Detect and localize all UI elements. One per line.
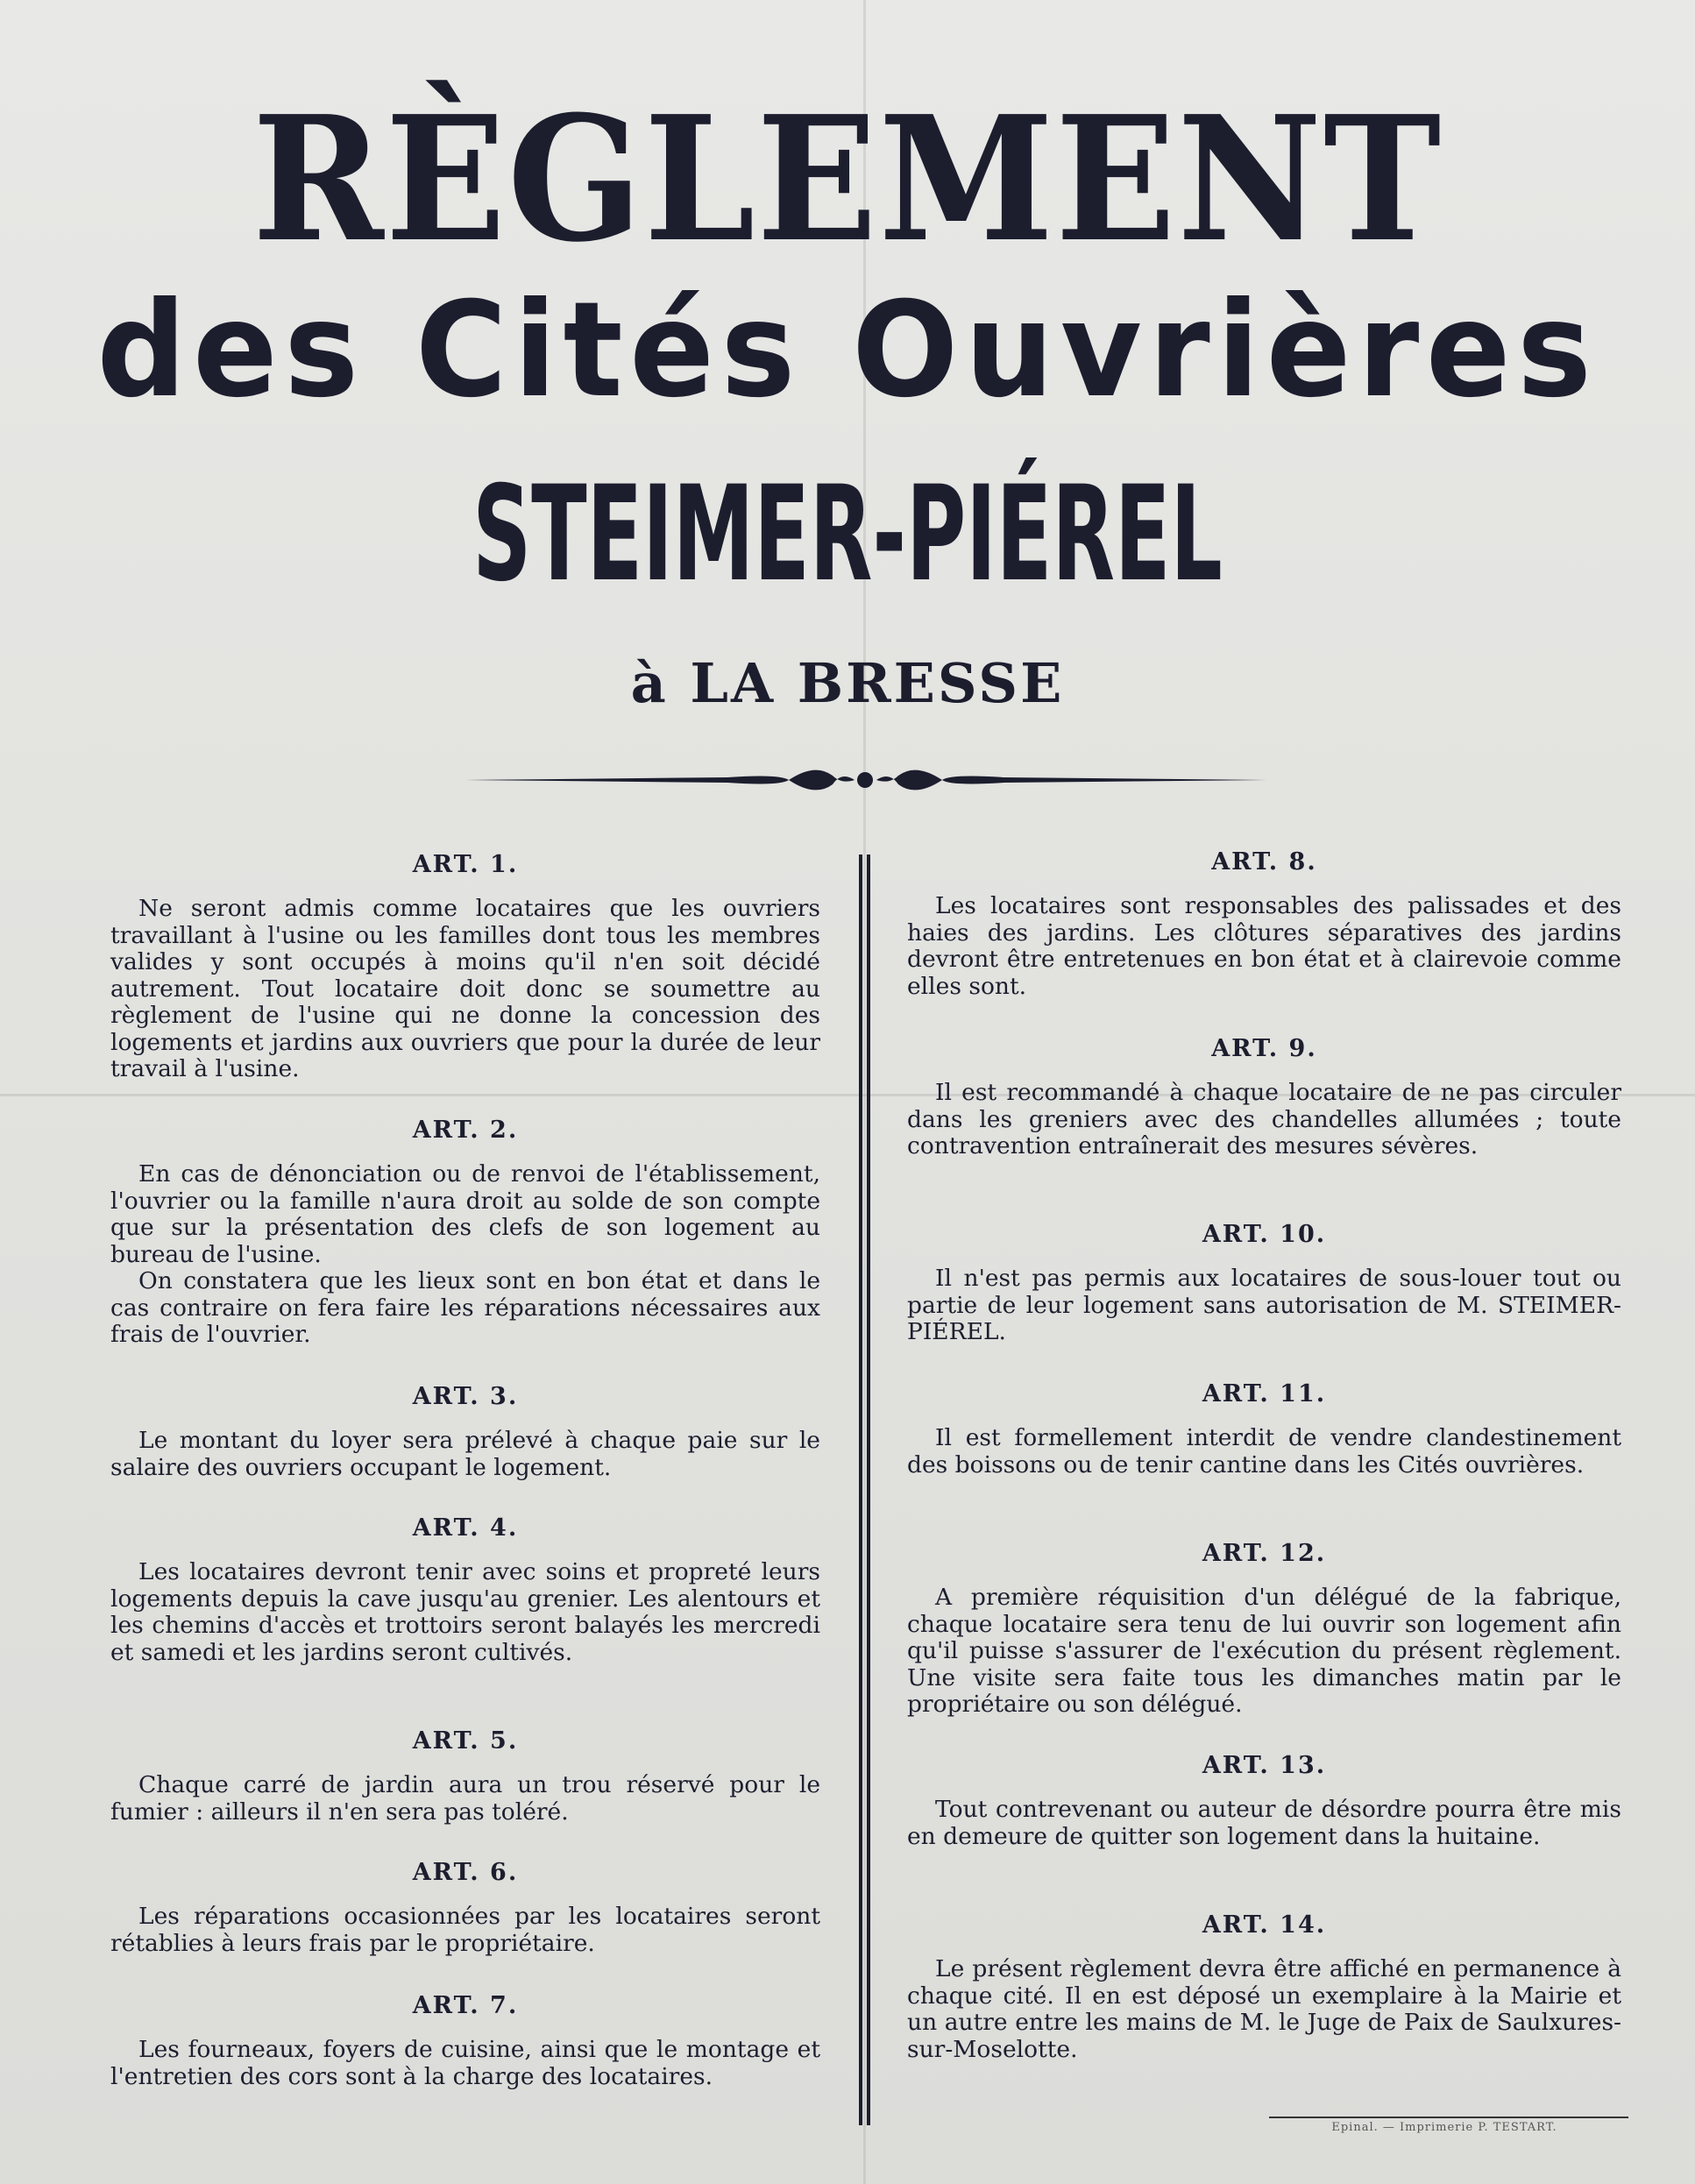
article-title: ART. 3. [412, 1383, 519, 1410]
article-text: Ne seront admis comme locataires que les ouvriers travaillant à l'usine ou les familles dont tous les membres valides y sont occupés à moins qu'il n'en soit décidé autrement. Tout locataire doit donc se soumettre au règlement de l'usine qui ne donne la concession des logements et jardins aux ouvriers que pour la durée de leur travail à l'usine. [110, 895, 820, 1082]
article-text: Il est recommandé à chaque locataire de ne pas circuler dans les greniers avec des chandelles allumées ; toute contravention entraînerait des mesures sévères. [907, 1079, 1621, 1159]
article-text: Les locataires devront tenir avec soins et propreté leurs logements depuis la cave jusqu'au grenier. Les alentours et les chemins d'accès et trottoirs seront balayés les mercredi et samedi et les jardins seront cultivés. [110, 1558, 820, 1666]
article-title: ART. 9. [1211, 1035, 1317, 1062]
article-title: ART. 14. [1202, 1911, 1327, 1939]
article-text: En cas de dénonciation ou de renvoi de l'établissement, l'ouvrier ou la famille n'aura droit au solde de son compte que sur la présentation des clefs de son logement au bureau de l'usine. [110, 1160, 820, 1268]
article-5 [110, 1727, 820, 1826]
article-11 [907, 1379, 1621, 1478]
article-title: ART. 4. [412, 1514, 519, 1542]
article-title: ART. 6. [412, 1859, 519, 1886]
article-10 [907, 1220, 1621, 1346]
article-text: Les réparations occasionnées par les locataires seront rétablies à leurs frais par le propriétaire. [110, 1903, 820, 1957]
article-text: A première réquisition d'un délégué de la fabrique, chaque locataire sera tenu de lui ouvrir son logement afin qu'il puisse s'assurer de l'exécution du présent règlement. Une visite sera faite tous les dimanches matin par le propriétaire ou son délégué. [907, 1584, 1621, 1718]
article-2 [110, 1116, 820, 1349]
article-text: Tout contrevenant ou auteur de désordre pourra être mis en demeure de quitter son logement dans la huitaine. [907, 1796, 1621, 1850]
printer-imprint: Epinal. — Imprimerie P. TESTART. [1331, 2121, 1557, 2134]
article-1 [110, 850, 820, 1083]
article-text: Il est formellement interdit de vendre clandestinement des boissons ou de tenir cantine dans les Cités ouvrières. [907, 1424, 1621, 1478]
article-text: Chaque carré de jardin aura un trou réservé pour le fumier : ailleurs il n'en sera pas toléré. [110, 1771, 820, 1826]
article-title: ART. 8. [1211, 848, 1317, 876]
article-title: ART. 12. [1202, 1540, 1327, 1567]
article-title: ART. 5. [412, 1727, 519, 1755]
title-reglement: RÈGLEMENT [252, 79, 1443, 280]
article-8 [907, 847, 1621, 1000]
article-text: On constatera que les lieux sont en bon état et dans le cas contraire on fera faire les réparations nécessaires aux frais de l'ouvrier. [110, 1267, 820, 1348]
article-6 [110, 1858, 820, 1957]
article-title: ART. 1. [412, 851, 519, 878]
imprint-rule [1269, 2117, 1628, 2118]
article-7 [110, 1991, 820, 2090]
title-steimer-pierel: STEIMER-PIÉREL [472, 458, 1223, 611]
article-9 [907, 1034, 1621, 1160]
title-la-bresse: à LA BRESSE [630, 651, 1065, 715]
column-divider [859, 854, 871, 2125]
ornament-divider-icon [465, 758, 1266, 802]
article-title: ART. 13. [1202, 1752, 1327, 1779]
article-title: ART. 7. [412, 1992, 519, 2019]
article-text: Le montant du loyer sera prélevé à chaque paie sur le salaire des ouvriers occupant le logement. [110, 1427, 820, 1481]
article-title: ART. 10. [1202, 1221, 1327, 1248]
title-cites-ouvrieres: des Cités Ouvrières [96, 274, 1599, 427]
article-text: Il n'est pas permis aux locataires de sous-louer tout ou partie de leur logement sans autorisation de M. STEIMER-PIÉREL. [907, 1265, 1621, 1345]
article-title: ART. 2. [412, 1117, 519, 1144]
article-13 [907, 1751, 1621, 1850]
article-text: Le présent règlement devra être affiché en permanence à chaque cité. Il en est déposé un exemplaire à la Mairie et un autre entre les mains de M. le Juge de Paix de Saulxures-sur-Moselotte. [907, 1955, 1621, 2063]
article-text: Les locataires sont responsables des palissades et des haies des jardins. Les clôtures séparatives des jardins devront être entretenues en bon état et à clairevoie comme elles sont. [907, 892, 1621, 1000]
article-text: Les fourneaux, foyers de cuisine, ainsi que le montage et l'entretien des cors sont à la charge des locataires. [110, 2036, 820, 2090]
article-4 [110, 1514, 820, 1666]
article-12 [907, 1539, 1621, 1719]
article-title: ART. 11. [1202, 1380, 1327, 1408]
article-3 [110, 1382, 820, 1481]
article-14 [907, 1911, 1621, 2063]
